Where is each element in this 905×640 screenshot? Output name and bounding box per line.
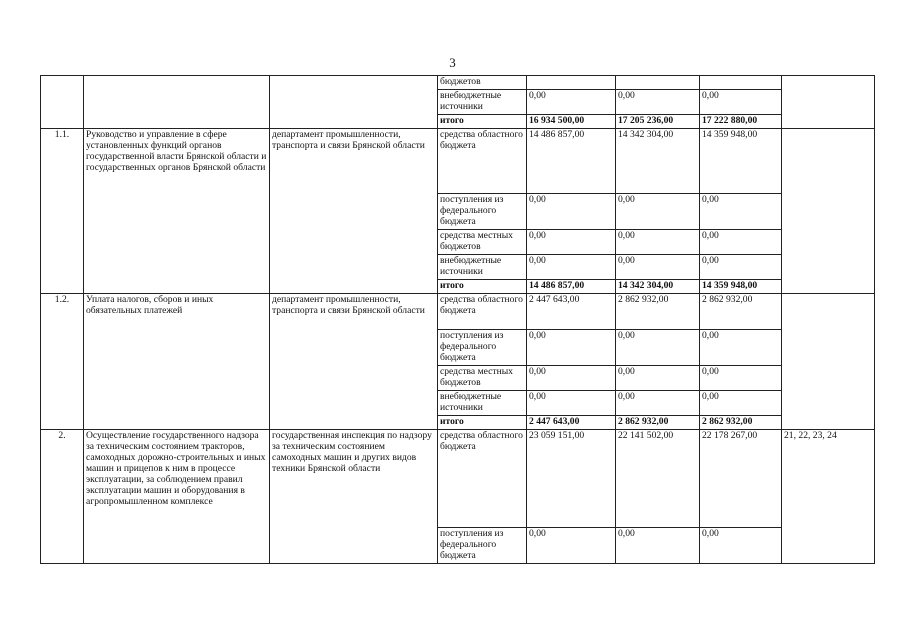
value-cell: 0,00 (700, 366, 782, 391)
indicator-cell (782, 129, 875, 294)
value-cell: 17 222 880,00 (700, 115, 782, 129)
value-cell: 2 447 643,00 (527, 294, 616, 330)
source-cell: поступления из федерального бюджета (438, 528, 527, 564)
value-cell: 14 342 304,00 (616, 129, 700, 194)
value-cell: 0,00 (700, 330, 782, 366)
indicator-cell (782, 76, 875, 129)
value-cell: 0,00 (700, 255, 782, 280)
value-cell (527, 76, 616, 90)
value-cell: 14 486 857,00 (527, 129, 616, 194)
value-cell: 2 447 643,00 (527, 416, 616, 430)
source-cell: итого (438, 115, 527, 129)
value-cell: 22 141 502,00 (616, 430, 700, 528)
value-cell: 0,00 (616, 194, 700, 230)
value-cell: 14 359 948,00 (700, 129, 782, 194)
source-cell: поступления из федерального бюджета (438, 194, 527, 230)
value-cell: 0,00 (527, 230, 616, 255)
table-row (41, 129, 875, 194)
value-cell: 14 342 304,00 (616, 280, 700, 294)
value-cell: 17 205 236,00 (616, 115, 700, 129)
value-cell: 22 178 267,00 (700, 430, 782, 528)
table-row (41, 430, 875, 528)
value-cell: 0,00 (527, 90, 616, 115)
num-cell: 2. (41, 430, 84, 564)
value-cell: 2 862 932,00 (700, 294, 782, 330)
value-cell: 0,00 (616, 90, 700, 115)
source-cell: внебюджетные источники (438, 391, 527, 416)
source-cell: внебюджетные источники (438, 90, 527, 115)
value-cell: 2 862 932,00 (616, 416, 700, 430)
value-cell: 0,00 (616, 391, 700, 416)
source-cell: итого (438, 416, 527, 430)
value-cell: 0,00 (700, 528, 782, 564)
desc-cell: Осуществление государственного надзора за техническим состоянием тракторов, самоходных дорожно-строительных и иных машин и прицепов к ним в процессе эксплуатации, за соблюдением правил эксплуатации машин и оборудования в агропромышленном комплексе (84, 430, 270, 564)
source-cell: бюджетов (438, 76, 527, 90)
source-cell: средства областного бюджета (438, 430, 527, 528)
value-cell: 0,00 (527, 194, 616, 230)
executor-cell (270, 76, 438, 129)
value-cell: 14 486 857,00 (527, 280, 616, 294)
value-cell: 0,00 (700, 230, 782, 255)
num-cell: 1.2. (41, 294, 84, 430)
value-cell: 0,00 (527, 366, 616, 391)
table-row (41, 76, 875, 90)
value-cell: 14 359 948,00 (700, 280, 782, 294)
executor-cell: департамент промышленности, транспорта и связи Брянской области (270, 294, 438, 430)
source-cell: итого (438, 280, 527, 294)
indicator-cell (782, 294, 875, 430)
value-cell: 0,00 (527, 255, 616, 280)
value-cell: 0,00 (616, 330, 700, 366)
value-cell: 16 934 500,00 (527, 115, 616, 129)
source-cell: средства местных бюджетов (438, 230, 527, 255)
value-cell: 0,00 (527, 330, 616, 366)
executor-cell: государственная инспекция по надзору за техническим состоянием самоходных машин и других видов техники Брянской области (270, 430, 438, 564)
value-cell: 0,00 (700, 90, 782, 115)
value-cell: 23 059 151,00 (527, 430, 616, 528)
budget-table (40, 75, 875, 564)
value-cell: 2 862 932,00 (616, 294, 700, 330)
source-cell: внебюджетные источники (438, 255, 527, 280)
desc-cell: Уплата налогов, сборов и иных обязательных платежей (84, 294, 270, 430)
indicator-cell: 21, 22, 23, 24 (782, 430, 875, 564)
value-cell: 0,00 (700, 391, 782, 416)
desc-cell (84, 76, 270, 129)
page-number: 3 (449, 55, 456, 70)
num-cell: 1.1. (41, 129, 84, 294)
value-cell (616, 76, 700, 90)
value-cell: 2 862 932,00 (700, 416, 782, 430)
source-cell: средства местных бюджетов (438, 366, 527, 391)
executor-cell: департамент промышленности, транспорта и связи Брянской области (270, 129, 438, 294)
value-cell: 0,00 (527, 391, 616, 416)
source-cell: поступления из федерального бюджета (438, 330, 527, 366)
source-cell: средства областного бюджета (438, 129, 527, 194)
source-cell: средства областного бюджета (438, 294, 527, 330)
value-cell: 0,00 (616, 366, 700, 391)
desc-cell: Руководство и управление в сфере установленных функций органов государственной власти Брянской области и государственных органов Брянской области (84, 129, 270, 294)
value-cell: 0,00 (700, 194, 782, 230)
table-row (41, 294, 875, 330)
value-cell: 0,00 (616, 230, 700, 255)
value-cell: 0,00 (616, 528, 700, 564)
value-cell (700, 76, 782, 90)
value-cell: 0,00 (527, 528, 616, 564)
value-cell: 0,00 (616, 255, 700, 280)
num-cell (41, 76, 84, 129)
